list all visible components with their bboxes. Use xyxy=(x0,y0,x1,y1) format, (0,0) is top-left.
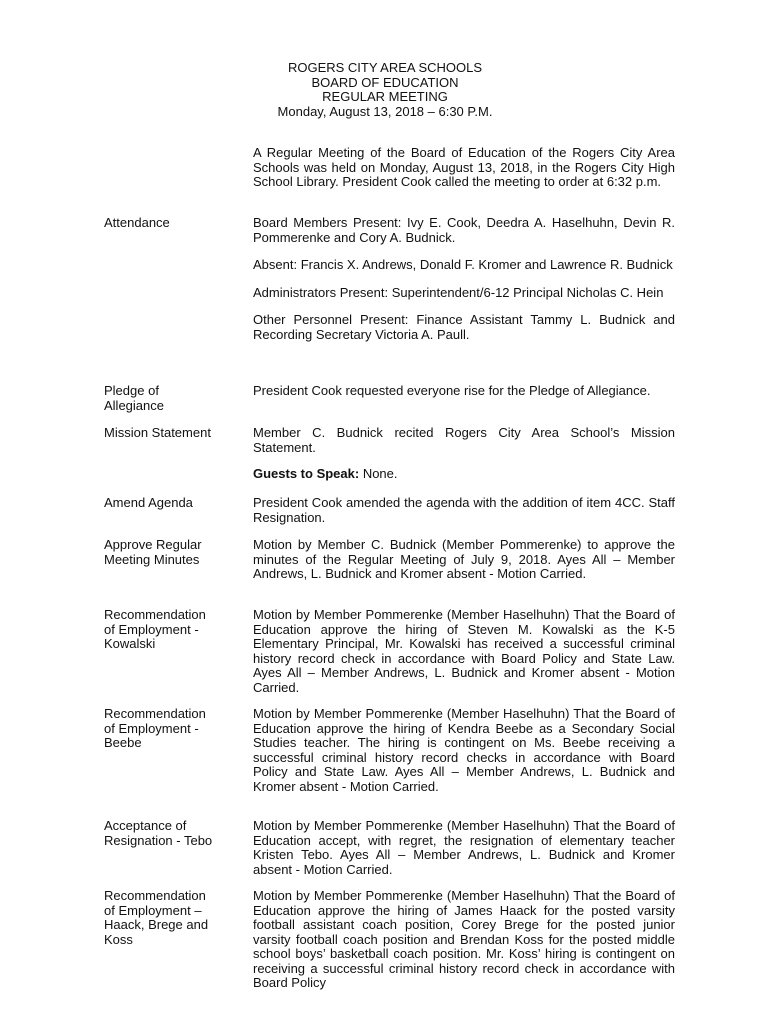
guests-line xyxy=(253,467,398,482)
beebe-text: Motion by Member Pommerenke (Member Haselhuhn) That the Board of Education approve the hiring of Kendra Beebe as a Secondary Social Studies teacher. The hiring is contingent on Ms. Beebe receiving a successful criminal history record checks in accordance with Board Policy and State Law. Ayes All – Member Andrews, L. Budnick and Kromer absent - Motion Carried. xyxy=(253,706,675,794)
minutes-label: Approve Regular Meeting Minutes xyxy=(104,537,202,567)
attendance-absent: Absent: Francis X. Andrews, Donald F. Kromer and Lawrence R. Budnick xyxy=(253,257,673,272)
intro-paragraph: A Regular Meeting of the Board of Education of the Rogers City Area Schools was held on Monday, August 13, 2018, in the Rogers City High School Library. President Cook called the meeting to order at 6:32 p.m. xyxy=(253,145,675,189)
pledge-text: President Cook requested everyone rise for the Pledge of Allegiance. xyxy=(253,383,651,398)
kowalski-label: Recommendation of Employment - Kowalski xyxy=(104,607,206,651)
attendance-body xyxy=(253,216,675,342)
header-line-4: Monday, August 13, 2018 – 6:30 P.M. xyxy=(277,103,493,119)
header-line-1: ROGERS CITY AREA SCHOOLS xyxy=(287,60,483,75)
pledge-label: Pledge of Allegiance xyxy=(104,383,164,413)
mission-label: Mission Statement xyxy=(104,425,211,440)
amend-label: Amend Agenda xyxy=(104,495,193,510)
tebo-text: Motion by Member Pommerenke (Member Haselhuhn) That the Board of Education accept, with regret, the resignation of elementary teacher Kristen Tebo. Ayes All – Member Andrews, L. Budnick and Kromer absent - Motion Carried. xyxy=(253,818,675,877)
document-header xyxy=(0,61,770,119)
attendance-label: Attendance xyxy=(104,215,170,230)
haack-label: Recommendation of Employment – Haack, Brege and Koss xyxy=(104,888,209,947)
mission-text: Member C. Budnick recited Rogers City Area School’s Mission Statement. xyxy=(253,425,675,455)
guests-label: Guests to Speak: xyxy=(253,466,360,481)
amend-text: President Cook amended the agenda with the addition of item 4CC. Staff Resignation. xyxy=(253,495,675,525)
beebe-label: Recommendation of Employment - Beebe xyxy=(104,706,206,750)
minutes-text: Motion by Member C. Budnick (Member Pommerenke) to approve the minutes of the Regular Meeting of July 9, 2018. Ayes All – Member Andrews, L. Budnick and Kromer absent - Motion Carried. xyxy=(253,537,675,581)
attendance-administrators: Administrators Present: Superintendent/6-12 Principal Nicholas C. Hein xyxy=(253,284,664,300)
header-line-3: REGULAR MEETING xyxy=(322,89,448,104)
attendance-other: Other Personnel Present: Finance Assistant Tammy L. Budnick and Recording Secretary Victoria A. Paull. xyxy=(253,312,675,342)
header-line-2: BOARD OF EDUCATION xyxy=(311,74,459,90)
haack-text: Motion by Member Pommerenke (Member Haselhuhn) That the Board of Education approve the hiring of James Haack for the posted varsity football assistant coach position, Corey Brege for the posted junior varsity football coach position and Brendan Koss for the posted middle school boys’ basketball coach position. Mr. Koss’ hiring is contingent on receiving a successful criminal history record check in accordance with Board Policy xyxy=(253,888,675,990)
tebo-label: Acceptance of Resignation - Tebo xyxy=(104,818,213,848)
guests-value: None. xyxy=(359,466,398,481)
attendance-present: Board Members Present: Ivy E. Cook, Deedra A. Haselhuhn, Devin R. Pommerenke and Cory A. Budnick. xyxy=(253,215,675,245)
kowalski-text: Motion by Member Pommerenke (Member Haselhuhn) That the Board of Education approve the hiring of Steven M. Kowalski as the K-5 Elementary Principal, Mr. Kowalski has received a successful criminal history record check in accordance with Board Policy and State Law. Ayes All – Member Andrews, L. Budnick and Kromer absent - Motion Carried. xyxy=(253,607,675,695)
